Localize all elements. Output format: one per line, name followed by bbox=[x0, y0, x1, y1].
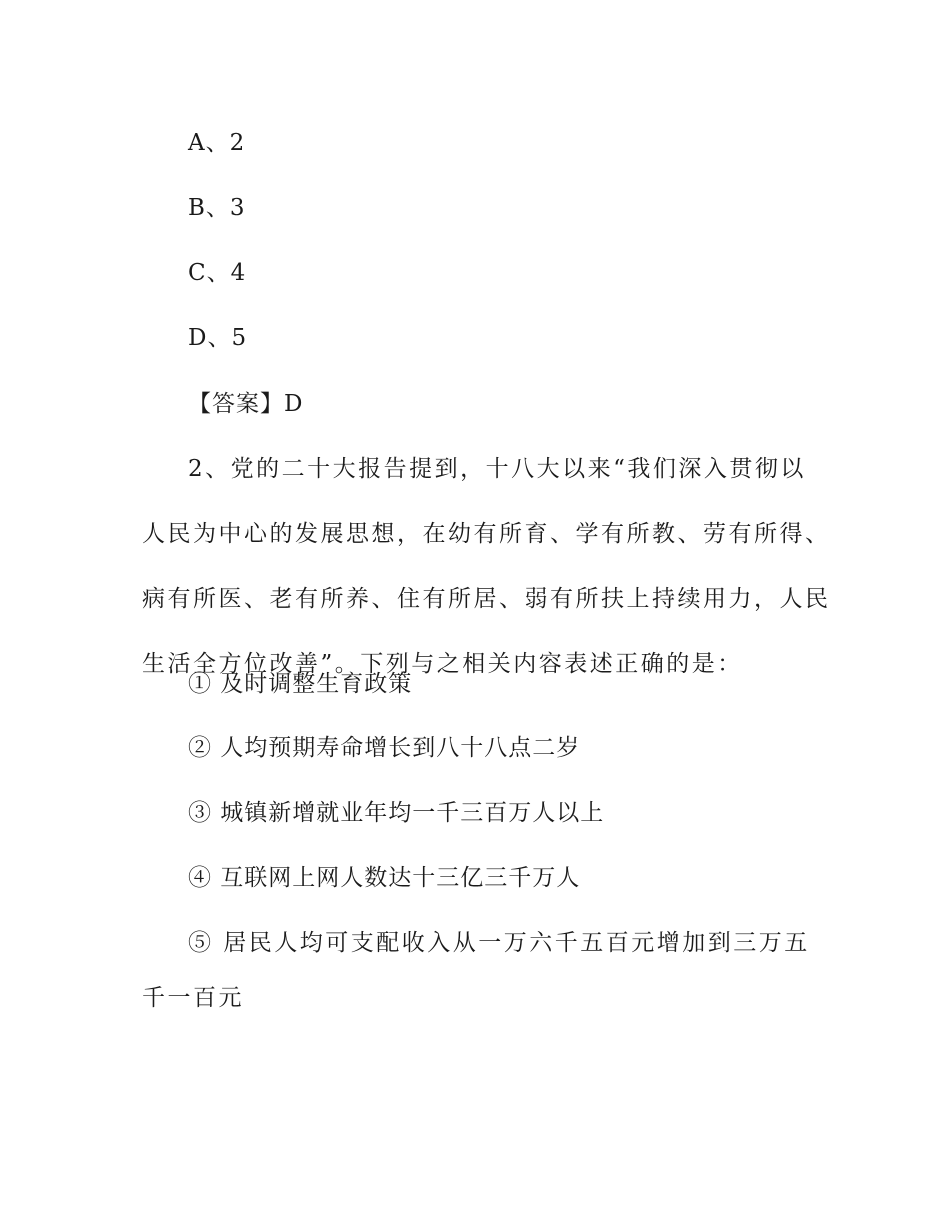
option-d: D、5 bbox=[188, 325, 248, 351]
statement-item-4: ④ 互联网上网人数达十三亿三千万人 bbox=[188, 865, 581, 891]
question-text-line: 2、党的二十大报告提到，十八大以来“我们深入贯彻以 bbox=[188, 456, 806, 482]
question-text-line: 病有所医、老有所养、住有所居、弱有所扶上持续用力，人民 bbox=[142, 586, 831, 612]
option-c: C、4 bbox=[188, 260, 247, 286]
statement-item-1: ① 及时调整生育政策 bbox=[188, 671, 413, 697]
statement-item-2: ② 人均预期寿命增长到八十八点二岁 bbox=[188, 735, 581, 761]
option-b: B、3 bbox=[188, 195, 246, 221]
statement-item-5: ⑤ 居民人均可支配收入从一万六千五百元增加到三万五 bbox=[188, 930, 810, 956]
question-text-line: 人民为中心的发展思想，在幼有所育、学有所教、劳有所得、 bbox=[142, 521, 831, 547]
answer-line: 【答案】D bbox=[188, 391, 304, 417]
statement-item-5-continuation: 千一百元 bbox=[142, 985, 244, 1011]
statement-item-3: ③ 城镇新增就业年均一千三百万人以上 bbox=[188, 800, 605, 826]
option-a: A、2 bbox=[188, 130, 246, 156]
question-text-line: 生活全方位改善”。下列与之相关内容表述正确的是： bbox=[142, 651, 743, 677]
